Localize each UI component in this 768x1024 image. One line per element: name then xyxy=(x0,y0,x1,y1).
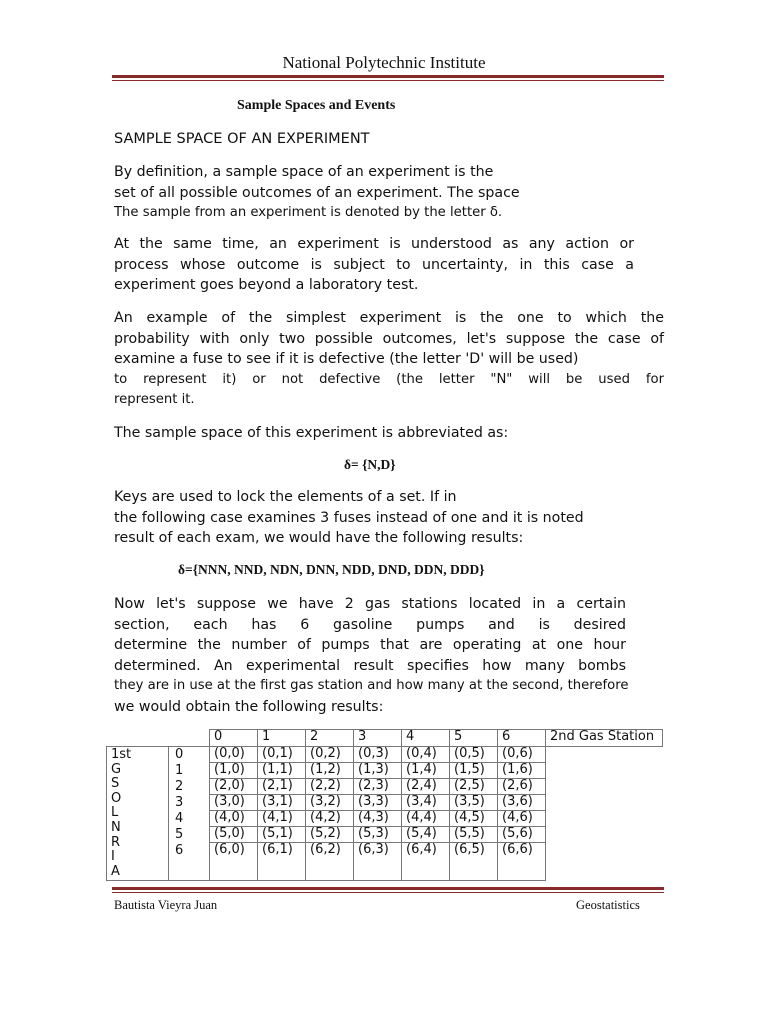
footer-subject: Geostatistics xyxy=(576,898,640,912)
table-cell: (4,1) xyxy=(257,810,306,827)
text-line: represent it. xyxy=(114,392,195,407)
row-title-line: 1st xyxy=(111,747,132,762)
text-line: section, each has 6 gasoline pumps and is desired xyxy=(114,616,626,633)
column-header: 1 xyxy=(257,729,306,747)
table-cell: (5,0) xyxy=(209,826,258,843)
table-cell: (3,0) xyxy=(209,794,258,811)
column-header: 0 xyxy=(209,729,258,747)
table-cell: (0,2) xyxy=(305,746,354,763)
table-cell: (1,5) xyxy=(449,762,498,779)
table-cell: (0,5) xyxy=(449,746,498,763)
table-cell: (6,2) xyxy=(305,842,354,881)
text-line: they are in use at the first gas station and how many at the second, therefore xyxy=(114,678,629,693)
table-cell: (3,1) xyxy=(257,794,306,811)
text-line: examine a fuse to see if it is defective (the letter 'D' will be used) xyxy=(114,351,579,367)
text-line: result of each exam, we would have the following results: xyxy=(114,530,524,546)
paragraph-simplest-example xyxy=(114,308,664,411)
text-line: By definition, a sample space of an experiment is the xyxy=(114,164,494,180)
row-header: 6 xyxy=(175,843,184,858)
row-title-line: A xyxy=(111,863,120,879)
table-cell: (2,1) xyxy=(257,778,306,795)
column-header: 5 xyxy=(449,729,498,747)
row-title-line: G xyxy=(111,761,122,777)
column-header: 2 xyxy=(305,729,354,747)
page-header-title: National Polytechnic Institute xyxy=(282,53,486,72)
paragraph-experiment xyxy=(114,234,634,296)
table-cell: (5,5) xyxy=(449,826,498,843)
formula-sample-space: δ= {N,D} xyxy=(344,457,396,472)
table-cell: (3,3) xyxy=(353,794,402,811)
table-cell: (1,6) xyxy=(497,762,546,779)
row-header-column xyxy=(168,746,210,881)
table-cell: (5,2) xyxy=(305,826,354,843)
table-cell: (0,1) xyxy=(257,746,306,763)
text-line: Now let's suppose we have 2 gas stations located in a certain xyxy=(114,596,626,612)
text-line: experiment goes beyond a laboratory test. xyxy=(114,277,419,293)
footer-rule xyxy=(112,887,664,893)
text-line: we would obtain the following results: xyxy=(114,698,384,715)
row-title-line: R xyxy=(111,834,121,850)
header-rule xyxy=(112,75,664,81)
table-cell: (4,2) xyxy=(305,810,354,827)
table-cell: (5,4) xyxy=(401,826,450,843)
table-cell: (5,6) xyxy=(497,826,546,843)
table-cell: (5,3) xyxy=(353,826,402,843)
table-cell: (5,1) xyxy=(257,826,306,843)
column-title: 2nd Gas Station xyxy=(545,729,663,747)
text-line: determine the number of pumps that are operating at one hour xyxy=(114,637,626,653)
row-title-line: O xyxy=(111,790,122,806)
table-cell: (1,4) xyxy=(401,762,450,779)
table-cell: (4,4) xyxy=(401,810,450,827)
text-line: An example of the simplest experiment is the one to which the xyxy=(114,310,664,326)
table-cell: (4,0) xyxy=(209,810,258,827)
paragraph-definition xyxy=(114,162,664,224)
table-cell: (2,5) xyxy=(449,778,498,795)
table-cell: (4,5) xyxy=(449,810,498,827)
table-cell: (2,6) xyxy=(497,778,546,795)
section-title: Sample Spaces and Events xyxy=(237,98,396,113)
table-cell: (2,3) xyxy=(353,778,402,795)
text-line: The sample from an experiment is denoted by the letter δ. xyxy=(114,205,503,220)
table-cell: (6,6) xyxy=(497,842,546,881)
table-cell: (3,6) xyxy=(497,794,546,811)
column-header: 3 xyxy=(353,729,402,747)
paragraph-abbreviation: The sample space of this experiment is abbreviated as: xyxy=(114,425,509,441)
table-cell: (3,4) xyxy=(401,794,450,811)
row-title xyxy=(106,746,169,881)
paragraph-three-fuses xyxy=(114,487,664,549)
paragraph-gas-stations xyxy=(114,594,626,676)
table-cell: (4,3) xyxy=(353,810,402,827)
table-cell: (1,2) xyxy=(305,762,354,779)
row-title-line: N xyxy=(111,819,121,835)
table-cell: (6,0) xyxy=(209,842,258,881)
table-cell: (0,3) xyxy=(353,746,402,763)
table-cell: (1,1) xyxy=(257,762,306,779)
text-line: set of all possible outcomes of an experiment. The space xyxy=(114,184,520,201)
row-title-line: L xyxy=(111,805,119,821)
text-line: At the same time, an experiment is understood as any action or xyxy=(114,236,634,252)
column-header: 4 xyxy=(401,729,450,747)
table-cell: (0,6) xyxy=(497,746,546,763)
table-cell: (1,3) xyxy=(353,762,402,779)
row-header: 4 xyxy=(175,811,184,826)
section-heading: SAMPLE SPACE OF AN EXPERIMENT xyxy=(114,131,370,147)
table-cell: (0,0) xyxy=(209,746,258,763)
text-line: Keys are used to lock the elements of a set. If in xyxy=(114,489,457,505)
paragraph-gas-stations-end xyxy=(114,676,664,717)
table-cell: (0,4) xyxy=(401,746,450,763)
table-cell: (3,2) xyxy=(305,794,354,811)
text-line: probability with only two possible outcomes, let's suppose the case of xyxy=(114,330,664,347)
row-header: 2 xyxy=(175,779,184,794)
table-cell: (2,0) xyxy=(209,778,258,795)
text-line: determined. An experimental result specifies how many bombs xyxy=(114,657,626,674)
text-line: to represent it) or not defective (the letter "N" will be used for xyxy=(114,371,664,387)
text-line: process whose outcome is subject to uncertainty, in this case a xyxy=(114,256,634,273)
table-cell: (6,3) xyxy=(353,842,402,881)
row-header: 5 xyxy=(175,827,184,842)
row-header: 0 xyxy=(175,747,184,762)
row-title-line: I xyxy=(111,849,115,865)
row-header: 1 xyxy=(175,763,184,778)
table-cell: (6,4) xyxy=(401,842,450,881)
table-cell: (6,5) xyxy=(449,842,498,881)
table-cell: (3,5) xyxy=(449,794,498,811)
table-cell: (2,2) xyxy=(305,778,354,795)
formula-three-fuses: δ={NNN, NND, NDN, DNN, NDD, DND, DDN, DDD} xyxy=(178,562,485,577)
table-cell: (4,6) xyxy=(497,810,546,827)
row-title-line: S xyxy=(111,776,120,792)
footer-author: Bautista Vieyra Juan xyxy=(114,898,218,912)
table-cell: (2,4) xyxy=(401,778,450,795)
table-cell: (6,1) xyxy=(257,842,306,881)
row-header: 3 xyxy=(175,795,184,810)
table-cell: (1,0) xyxy=(209,762,258,779)
column-header: 6 xyxy=(497,729,546,747)
text-line: the following case examines 3 fuses instead of one and it is noted xyxy=(114,509,584,526)
